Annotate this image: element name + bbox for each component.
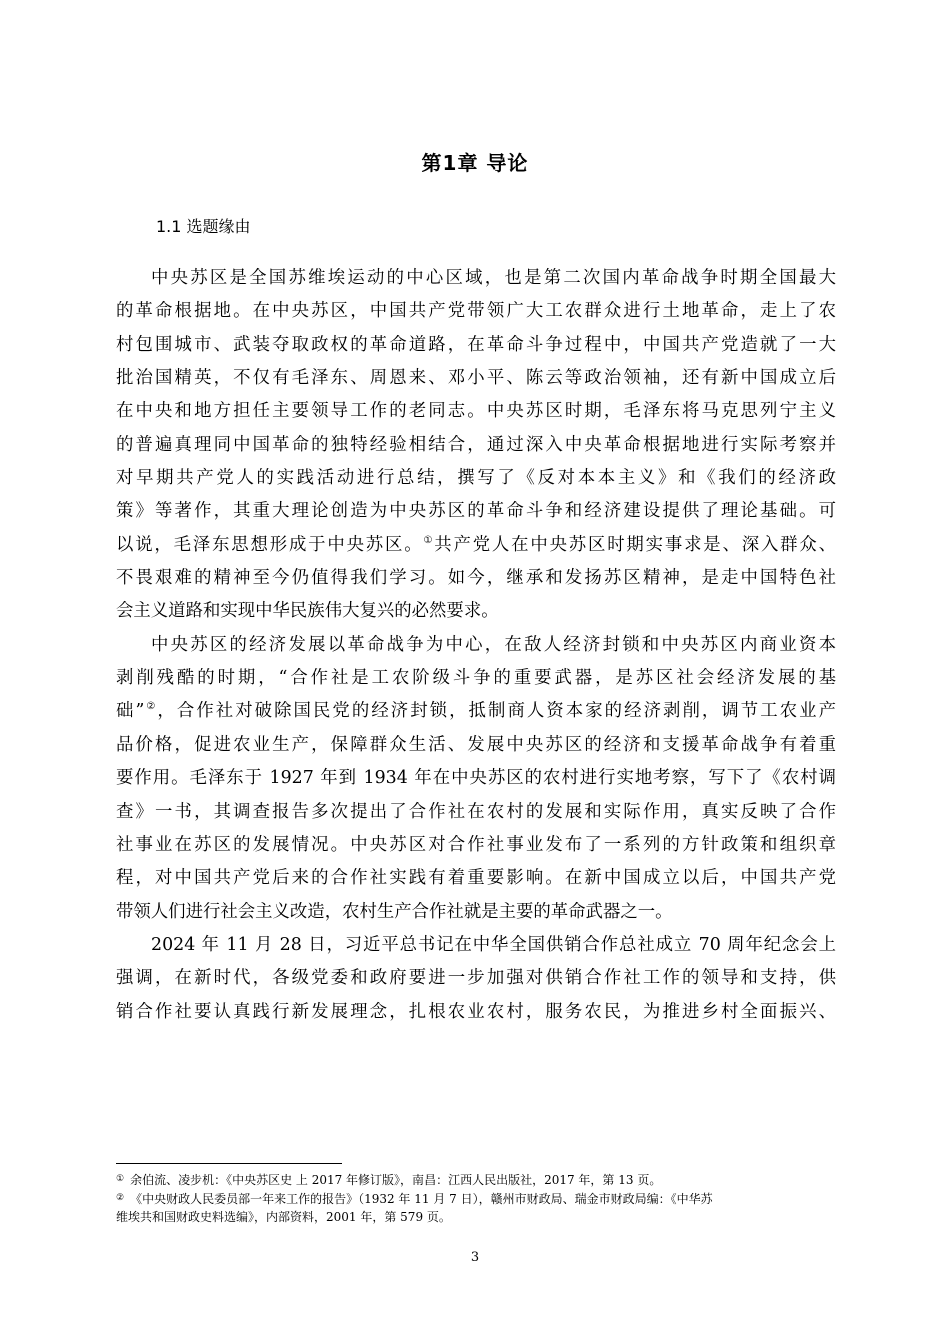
body-line [116,862,836,895]
body-line-text: 强调，在新时代，各级党委和政府要进一步加强对供销合作社工作的领导和支持，供 [116,968,836,989]
section-title: 1.1 选题缘由 [156,217,251,236]
body-line [116,996,836,1029]
footnote-marker: ② [116,1193,125,1203]
body-line [116,329,836,362]
body-text [116,262,836,1029]
body-line-text: 的普遍真理同中国革命的独特经验相结合，通过深入中央革命根据地进行实际考察并 [116,434,836,455]
body-line-text: 程，对中国共产党后来的合作社实践有着重要影响。在新中国成立以后，中国共产党 [116,868,836,889]
footnote-text: 《中央财政人民委员部一年来工作的报告》（1932 年 11 月 7 日），赣州市财政局、瑞金市财政局编：《中华苏 [130,1192,713,1206]
body-line-text: 批治国精英，不仅有毛泽东、周恩来、邓小平、陈云等政治领袖，还有新中国成立后 [116,368,836,389]
footnote-reference[interactable]: ② [144,701,158,713]
body-line-text: 剥削残酷的时期，“合作社是工农阶级斗争的重要武器，是苏区社会经济发展的基 [116,668,836,689]
footnotes [116,1170,836,1227]
page-number: 3 [470,1250,480,1265]
body-line [116,962,836,995]
footnote-line [116,1189,836,1208]
body-line [116,395,836,428]
body-line-text: 社事业在苏区的发展情况。中央苏区对合作社事业发布了一系列的方针政策和组织章 [116,834,836,855]
body-line-text: 销合作社要认真践行新发展理念，扎根农业农村，服务农民，为推进乡村全面振兴、 [116,1001,836,1022]
body-line-text: 在中央和地方担任主要领导工作的老同志。中央苏区时期，毛泽东将马克思列宁主义 [116,401,836,422]
body-line-text: 会主义道路和实现中华民族伟大复兴的必然要求。 [116,601,499,622]
body-line [116,362,836,395]
body-line [116,295,836,328]
body-line-text: 的革命根据地。在中央苏区，中国共产党带领广大工农群众进行土地革命，走上了农 [116,301,836,322]
body-line [116,629,836,662]
body-line [116,796,836,829]
body-line-text: 查》一书，其调查报告多次提出了合作社在农村的发展和实际作用，真实反映了合作 [116,801,836,822]
body-line [116,829,836,862]
body-line-text: 村包围城市、武装夺取政权的革命道路，在革命斗争过程中，中国共产党造就了一大 [116,334,836,355]
body-line [116,495,836,528]
body-line-text: 共产党人在中央苏区时期实事求是、深入群众、 [434,534,836,555]
body-line-text: 对早期共产党人的实践活动进行总结，撰写了《反对本本主义》和《我们的经济政 [116,468,836,489]
footnote-marker: ① [116,1174,125,1184]
footnote-text: 余伯流、凌步机：《中央苏区史 上 2017 年修订版》，南昌：江西人民出版社，2017 年，第 13 页。 [130,1173,662,1187]
body-line [116,262,836,295]
body-line-text: 中央苏区的经济发展以革命战争为中心，在敌人经济封锁和中央苏区内商业资本 [151,634,836,655]
footnote-reference[interactable]: ① [423,534,435,546]
body-line-text: 要作用。毛泽东于 1927 年到 1934 年在中央苏区的农村进行实地考察，写下了《农村调 [116,768,836,789]
body-line-text: 以说，毛泽东思想形成于中央苏区。 [116,534,424,555]
body-line-text: 础” [116,701,145,722]
body-line [116,462,836,495]
footnote-separator [116,1163,342,1164]
chapter-title: 第1章 导论 [421,151,529,175]
footnote-text: 维埃共和国财政史料选编》，内部资料，2001 年，第 579 页。 [116,1210,451,1224]
footnote-line [116,1170,836,1189]
body-line [116,529,836,562]
body-line [116,662,836,695]
body-line [116,429,836,462]
footnote-line [116,1208,836,1227]
body-line-text: 中央苏区是全国苏维埃运动的中心区域，也是第二次国内革命战争时期全国最大 [151,268,836,288]
body-line-text: 不畏艰难的精神至今仍值得我们学习。如今，继承和发扬苏区精神，是走中国特色社 [116,568,836,589]
body-line-text: 策》等著作，其重大理论创造为中央苏区的革命斗争和经济建设提供了理论基础。可 [116,501,836,522]
body-line [116,595,836,628]
body-line [116,929,836,962]
body-line-text: ，合作社对破除国民党的经济封锁，抵制商人资本家的经济剥削，调节工农业产 [157,701,836,722]
body-line-text: 品价格，促进农业生产，保障群众生活、发展中央苏区的经济和支援革命战争有着重 [116,734,836,755]
body-line [116,896,836,929]
body-line [116,695,836,728]
body-line [116,729,836,762]
body-line [116,562,836,595]
body-line-text: 带领人们进行社会主义改造，农村生产合作社就是主要的革命武器之一。 [116,901,673,922]
body-line [116,762,836,795]
body-line-text: 2024 年 11 月 28 日，习近平总书记在中华全国供销合作总社成立 70 周年纪念会上 [151,934,836,955]
